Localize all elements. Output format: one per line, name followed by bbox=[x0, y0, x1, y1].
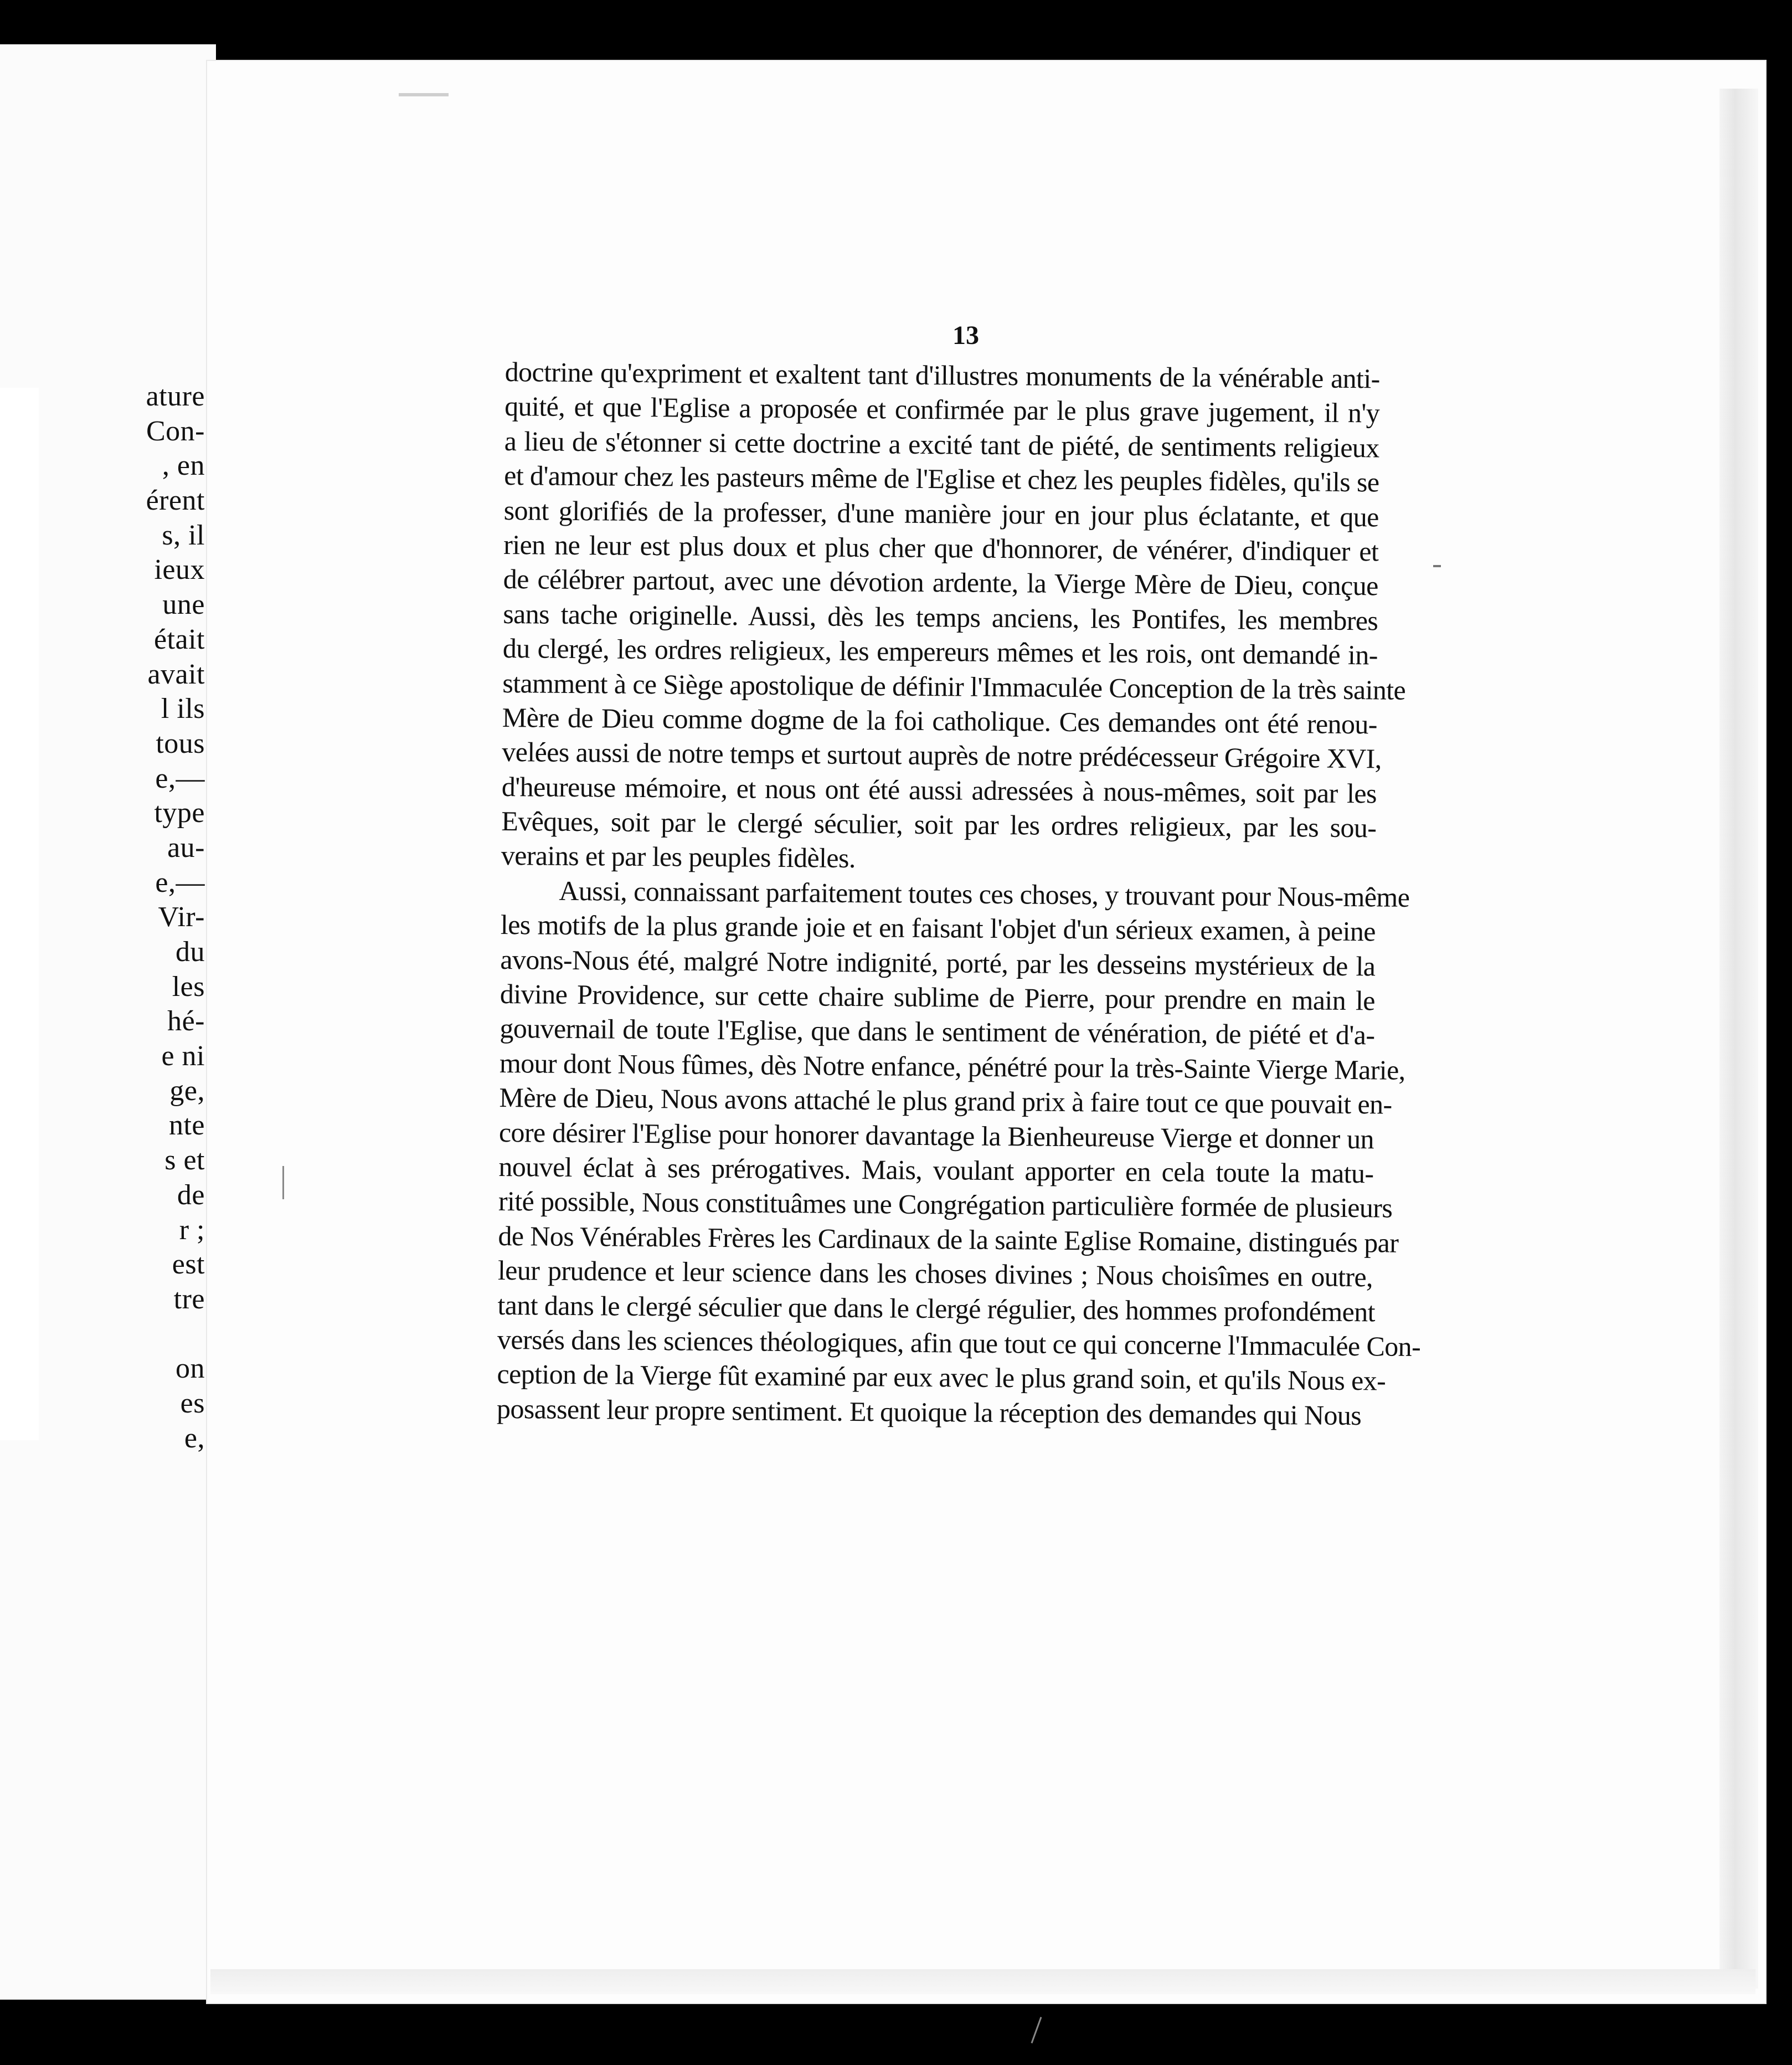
text-line: sont glorifiés de la professer, d'une manière jour en jour plus éclatante, et que bbox=[503, 494, 1379, 532]
previous-page-line-ending: tous bbox=[156, 727, 205, 759]
text-line: versés dans les sciences théologiques, afin que tout ce qui concerne l'Immaculée Con- bbox=[497, 1323, 1421, 1362]
previous-page-line-ending: nte bbox=[168, 1109, 205, 1142]
text-line: verains et par les peuples fidèles. bbox=[501, 840, 856, 874]
text-line: divine Providence, sur cette chaire sublime de Pierre, pour prendre en main le bbox=[500, 978, 1376, 1016]
text-line: stamment à ce Siège apostolique de définir l'Immaculée Conception de la très sainte bbox=[502, 667, 1406, 706]
previous-page-line-ending: ature bbox=[146, 381, 205, 412]
previous-page-line-ending: e ni bbox=[161, 1040, 205, 1072]
text-line: les motifs de la plus grande joie et en faisant l'objet d'un sérieux examen, à peine bbox=[500, 909, 1376, 947]
previous-page-line-ending bbox=[61, 1317, 205, 1352]
text-line: sans tache originelle. Aussi, dès les temps anciens, les Pontifes, les membres bbox=[503, 598, 1378, 636]
previous-page-line-ending: Vir- bbox=[158, 901, 205, 933]
text-line: mour dont Nous fûmes, dès Notre enfance, pénétré pour la très-Sainte Vierge Marie, bbox=[499, 1047, 1405, 1086]
previous-page-line-ending: Con- bbox=[146, 415, 205, 447]
text-line: gouvernail de toute l'Eglise, que dans le sentiment de vénération, de piété et d'a- bbox=[500, 1013, 1375, 1051]
previous-page-line-ending: ge, bbox=[169, 1075, 205, 1107]
previous-page-line-ending: e, bbox=[184, 1422, 205, 1454]
previous-page-line-ending: , en bbox=[162, 450, 205, 482]
previous-page-line-ending: hé- bbox=[167, 1005, 205, 1037]
text-line: avons-Nous été, malgré Notre indignité, porté, par les desseins mystérieux de la bbox=[500, 943, 1376, 982]
previous-page-line-ending: avait bbox=[147, 658, 205, 690]
text-line: leur prudence et leur science dans les choses divines ; Nous choisîmes en outre, bbox=[497, 1255, 1373, 1293]
margin-mark bbox=[1433, 565, 1441, 567]
previous-page-line-ending: es bbox=[180, 1387, 205, 1419]
text-line: Aussi, connaissant parfaitement toutes ces choses, y trouvant pour Nous-même bbox=[559, 875, 1410, 913]
previous-page-line-ending: était bbox=[153, 623, 205, 655]
previous-page-line-ending: s, il bbox=[162, 519, 205, 551]
text-line: nouvel éclat à ses prérogatives. Mais, voulant apporter en cela toute la matu- bbox=[498, 1150, 1374, 1189]
previous-page-line-ending: r ; bbox=[179, 1214, 205, 1246]
scan-smudge bbox=[399, 93, 449, 96]
text-line: et d'amour chez les pasteurs même de l'Eglise et chez les peuples fidèles, qu'ils se bbox=[504, 460, 1379, 498]
previous-page-line-ending: e,— bbox=[155, 866, 205, 898]
previous-page-text-area bbox=[0, 388, 39, 1440]
previous-page-line-ending: e,— bbox=[155, 762, 205, 794]
previous-page-line-ending: du bbox=[176, 936, 205, 968]
previous-page-line-ending: on bbox=[176, 1353, 205, 1385]
text-line: velées aussi de notre temps et surtout auprès de notre prédécesseur Grégoire XVI, bbox=[502, 736, 1382, 774]
previous-page-line-ending: au- bbox=[167, 831, 205, 864]
previous-page-line-endings bbox=[61, 379, 205, 1456]
page-number: 13 bbox=[952, 321, 979, 350]
text-line: a lieu de s'étonner si cette doctrine a excité tant de piété, de sentiments religieux bbox=[504, 425, 1379, 464]
previous-page-line-ending: type bbox=[154, 797, 205, 829]
text-line: rité possible, Nous constituâmes une Congrégation particulière formée de plusieurs bbox=[498, 1185, 1393, 1224]
previous-page-line-ending: l ils bbox=[161, 693, 205, 725]
previous-page-fragment bbox=[0, 44, 216, 2000]
previous-page-line-ending: tre bbox=[173, 1283, 205, 1315]
text-line: de Nos Vénérables Frères les Cardinaux de la sainte Eglise Romaine, distingués par bbox=[498, 1220, 1399, 1258]
previous-page-line-ending: les bbox=[172, 970, 205, 1003]
text-line: Mère de Dieu, Nous avons attaché le plus grand prix à faire tout ce que pouvait en- bbox=[499, 1082, 1392, 1120]
body-text bbox=[496, 355, 1421, 1432]
page-edge-bottom bbox=[210, 1969, 1755, 1994]
text-line: d'heureuse mémoire, et nous ont été aussi adressées à nous-mêmes, soit par les bbox=[501, 770, 1377, 809]
previous-page-line-ending: ieux bbox=[154, 554, 205, 586]
text-line: Evêques, soit par le clergé séculier, soit par les ordres religieux, par les sou- bbox=[501, 805, 1377, 844]
previous-page-line-ending: érent bbox=[146, 485, 205, 517]
scan-mark bbox=[1031, 2017, 1042, 2043]
page-edge-right bbox=[1719, 89, 1758, 1989]
text-line: quité, et que l'Eglise a proposée et confirmée par le plus grave jugement, il n'y bbox=[504, 391, 1380, 429]
text-line: posassent leur propre sentiment. Et quoique la réception des demandes qui Nous bbox=[496, 1393, 1362, 1431]
text-line: ception de la Vierge fût examiné par eux avec le plus grand soin, et qu'ils Nous ex- bbox=[497, 1358, 1386, 1396]
previous-page-line-ending: est bbox=[172, 1249, 205, 1281]
text-line: core désirer l'Eglise pour honorer davantage la Bienheureuse Vierge et donner un bbox=[498, 1116, 1374, 1154]
fold-mark bbox=[282, 1166, 284, 1199]
previous-page-line-ending: s et bbox=[164, 1144, 205, 1177]
text-line: du clergé, les ordres religieux, les empereurs mêmes et les rois, ont demandé in- bbox=[502, 633, 1378, 671]
text-line: de célébrer partout, avec une dévotion ardente, la Vierge Mère de Dieu, conçue bbox=[503, 563, 1378, 602]
text-line: rien ne leur est plus doux et plus cher que d'honnorer, de vénérer, d'indiquer et bbox=[503, 528, 1379, 567]
previous-page-line-ending: de bbox=[177, 1179, 205, 1211]
text-line: doctrine qu'expriment et exaltent tant d'illustres monuments de la vénérable anti- bbox=[504, 356, 1380, 394]
text-line: Mère de Dieu comme dogme de la foi catholique. Ces demandes ont été renou- bbox=[502, 701, 1378, 740]
previous-page-line-ending: une bbox=[162, 589, 205, 621]
text-line: tant dans le clergé séculier que dans le clergé régulier, des hommes profondément bbox=[497, 1289, 1376, 1327]
